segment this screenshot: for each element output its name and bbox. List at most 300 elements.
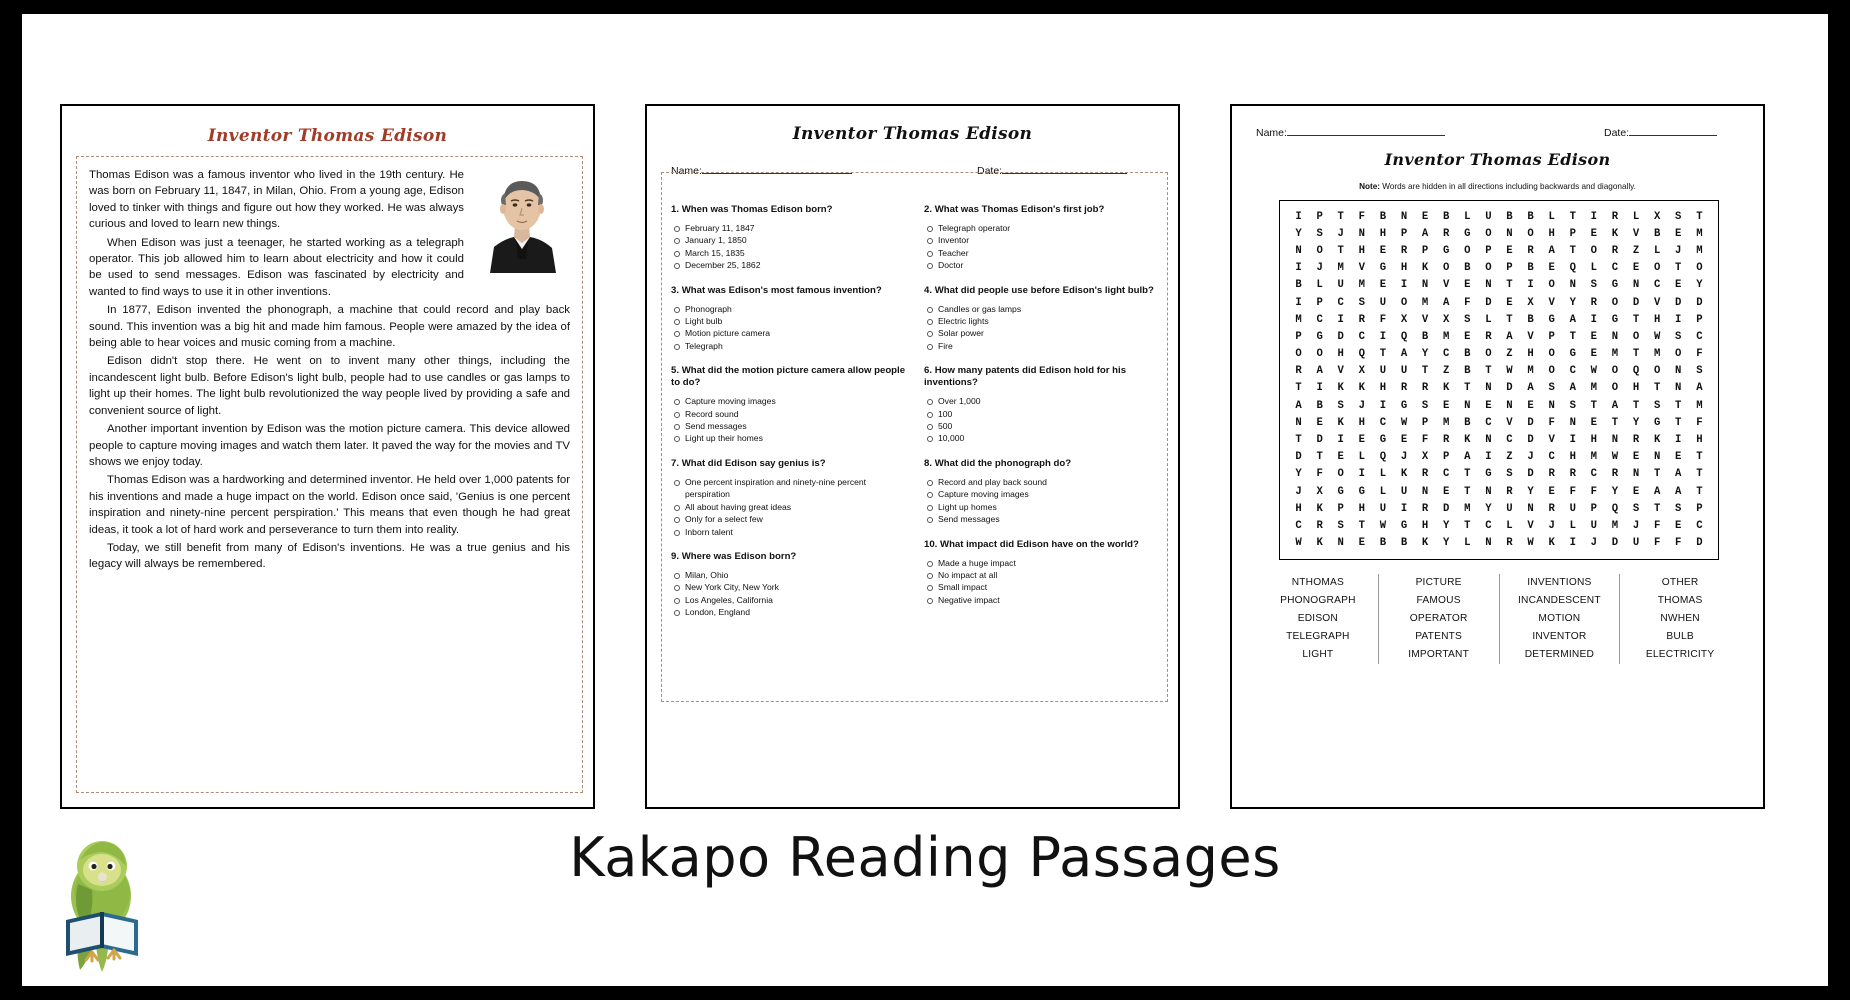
wordsearch-cell[interactable]: D bbox=[1485, 296, 1492, 309]
wordsearch-cell[interactable]: I bbox=[1337, 313, 1344, 326]
wordsearch-cell[interactable]: T bbox=[1696, 210, 1703, 223]
wordsearch-cell[interactable]: B bbox=[1379, 537, 1387, 550]
wordsearch-cell[interactable]: S bbox=[1464, 313, 1471, 326]
wordsearch-cell[interactable]: C bbox=[1506, 434, 1513, 447]
wordsearch-cell[interactable]: D bbox=[1675, 296, 1682, 309]
wordsearch-cell[interactable]: S bbox=[1675, 502, 1682, 515]
wordsearch-cell[interactable]: P bbox=[1569, 227, 1576, 240]
wordsearch-cell[interactable]: E bbox=[1379, 244, 1387, 257]
wordsearch-cell[interactable]: E bbox=[1632, 262, 1640, 275]
wordsearch-cell[interactable]: R bbox=[1632, 434, 1640, 447]
wordsearch-cell[interactable]: E bbox=[1443, 485, 1450, 498]
wordsearch-cell[interactable]: T bbox=[1569, 244, 1576, 257]
wordsearch-cell[interactable]: H bbox=[1569, 451, 1576, 464]
wordsearch-cell[interactable]: E bbox=[1590, 416, 1598, 429]
wordsearch-cell[interactable]: T bbox=[1569, 330, 1576, 343]
wordsearch-cell[interactable]: N bbox=[1527, 502, 1534, 515]
wordsearch-cell[interactable]: I bbox=[1675, 434, 1682, 447]
wordsearch-cell[interactable]: T bbox=[1675, 416, 1682, 429]
wordsearch-cell[interactable]: F bbox=[1569, 485, 1576, 498]
wordsearch-cell[interactable]: T bbox=[1464, 485, 1471, 498]
wordsearch-cell[interactable]: E bbox=[1400, 434, 1408, 447]
wordsearch-cell[interactable]: U bbox=[1400, 485, 1408, 498]
wordsearch-cell[interactable]: J bbox=[1590, 537, 1598, 550]
wordsearch-cell[interactable]: V bbox=[1527, 330, 1534, 343]
wordsearch-cell[interactable]: J bbox=[1316, 262, 1323, 275]
wordsearch-cell[interactable]: Q bbox=[1400, 330, 1408, 343]
wordsearch-cell[interactable]: N bbox=[1506, 399, 1513, 412]
wordsearch-cell[interactable]: H bbox=[1358, 244, 1365, 257]
wordsearch-cell[interactable]: B bbox=[1464, 416, 1471, 429]
wordsearch-cell[interactable]: R bbox=[1443, 227, 1450, 240]
wordsearch-cell[interactable]: D bbox=[1696, 296, 1703, 309]
wordsearch-cell[interactable]: L bbox=[1506, 519, 1513, 532]
wordsearch-cell[interactable]: P bbox=[1506, 262, 1513, 275]
wordsearch-cell[interactable]: R bbox=[1527, 244, 1534, 257]
wordsearch-cell[interactable]: L bbox=[1485, 313, 1492, 326]
wordsearch-cell[interactable]: E bbox=[1379, 279, 1387, 292]
wordsearch-cell[interactable]: G bbox=[1316, 330, 1323, 343]
wordsearch-cell[interactable]: R bbox=[1400, 244, 1408, 257]
wordsearch-cell[interactable]: E bbox=[1485, 399, 1492, 412]
wordsearch-cell[interactable]: L bbox=[1653, 244, 1661, 257]
wordsearch-cell[interactable]: C bbox=[1295, 519, 1302, 532]
wordsearch-cell[interactable]: L bbox=[1590, 262, 1598, 275]
wordsearch-cell[interactable]: H bbox=[1379, 382, 1387, 395]
wordsearch-cell[interactable]: X bbox=[1653, 210, 1661, 223]
wordsearch-cell[interactable]: N bbox=[1569, 416, 1576, 429]
wordsearch-cell[interactable]: S bbox=[1590, 279, 1598, 292]
wordsearch-cell[interactable]: U bbox=[1400, 365, 1408, 378]
wordsearch-cell[interactable]: P bbox=[1316, 210, 1323, 223]
wordsearch-cell[interactable]: E bbox=[1632, 451, 1640, 464]
wordsearch-cell[interactable]: C bbox=[1548, 451, 1555, 464]
wordsearch-cell[interactable]: D bbox=[1506, 382, 1513, 395]
wordsearch-cell[interactable]: C bbox=[1611, 262, 1619, 275]
wordsearch-cell[interactable]: X bbox=[1316, 485, 1323, 498]
wordsearch-cell[interactable]: S bbox=[1548, 382, 1555, 395]
wordsearch-cell[interactable]: W bbox=[1611, 451, 1619, 464]
wordsearch-cell[interactable]: K bbox=[1337, 416, 1344, 429]
wordsearch-cell[interactable]: X bbox=[1400, 313, 1408, 326]
wordsearch-cell[interactable]: Z bbox=[1506, 348, 1513, 361]
wordsearch-cell[interactable]: H bbox=[1590, 434, 1598, 447]
wordsearch-cell[interactable]: G bbox=[1548, 313, 1555, 326]
wordsearch-cell[interactable]: B bbox=[1400, 537, 1408, 550]
wordsearch-cell[interactable]: S bbox=[1358, 296, 1365, 309]
wordsearch-cell[interactable]: A bbox=[1696, 382, 1703, 395]
wordsearch-cell[interactable]: T bbox=[1485, 365, 1492, 378]
wordsearch-cell[interactable]: H bbox=[1548, 227, 1555, 240]
wordsearch-cell[interactable]: N bbox=[1485, 382, 1492, 395]
wordsearch-cell[interactable]: E bbox=[1590, 330, 1598, 343]
wordsearch-cell[interactable]: T bbox=[1675, 399, 1682, 412]
wordsearch-cell[interactable]: O bbox=[1316, 244, 1323, 257]
wordsearch-cell[interactable]: E bbox=[1506, 296, 1513, 309]
wordsearch-cell[interactable]: M bbox=[1443, 416, 1450, 429]
wordsearch-cell[interactable]: A bbox=[1653, 485, 1661, 498]
name-input-line[interactable] bbox=[1287, 124, 1445, 136]
wordsearch-cell[interactable]: U bbox=[1379, 502, 1387, 515]
wordsearch-cell[interactable]: N bbox=[1611, 330, 1619, 343]
wordsearch-cell[interactable]: M bbox=[1295, 313, 1302, 326]
wordsearch-cell[interactable]: E bbox=[1464, 330, 1471, 343]
question-option[interactable]: Fire bbox=[924, 340, 1159, 352]
question-option[interactable]: Capture moving images bbox=[924, 488, 1159, 500]
wordsearch-cell[interactable]: T bbox=[1569, 210, 1576, 223]
wordsearch-cell[interactable]: R bbox=[1295, 365, 1302, 378]
wordsearch-cell[interactable]: R bbox=[1569, 468, 1576, 481]
wordsearch-cell[interactable]: Z bbox=[1632, 244, 1640, 257]
date-input-line[interactable] bbox=[1629, 124, 1717, 136]
wordsearch-cell[interactable]: R bbox=[1421, 502, 1429, 515]
question-option[interactable]: Light up homes bbox=[924, 501, 1159, 513]
wordsearch-cell[interactable]: Y bbox=[1632, 416, 1640, 429]
wordsearch-cell[interactable]: C bbox=[1443, 348, 1450, 361]
wordsearch-cell[interactable]: I bbox=[1569, 537, 1576, 550]
wordsearch-cell[interactable]: Q bbox=[1611, 502, 1619, 515]
question-option[interactable]: One percent inspiration and ninety-nine percent perspiration bbox=[671, 476, 906, 501]
wordsearch-cell[interactable]: I bbox=[1316, 382, 1323, 395]
wordsearch-cell[interactable]: G bbox=[1379, 434, 1387, 447]
wordsearch-cell[interactable]: N bbox=[1421, 279, 1429, 292]
wordsearch-cell[interactable]: H bbox=[1295, 502, 1302, 515]
wordsearch-cell[interactable]: O bbox=[1653, 262, 1661, 275]
wordsearch-grid[interactable] bbox=[1279, 200, 1719, 560]
wordsearch-cell[interactable]: R bbox=[1506, 485, 1513, 498]
wordsearch-cell[interactable]: F bbox=[1358, 210, 1365, 223]
wordsearch-cell[interactable]: D bbox=[1337, 330, 1344, 343]
wordsearch-cell[interactable]: X bbox=[1421, 451, 1429, 464]
wordsearch-cell[interactable]: P bbox=[1316, 296, 1323, 309]
question-option[interactable]: Electric lights bbox=[924, 315, 1159, 327]
wordsearch-cell[interactable]: Q bbox=[1569, 262, 1576, 275]
wordsearch-cell[interactable]: J bbox=[1400, 451, 1408, 464]
name-field-wordsearch[interactable] bbox=[1256, 124, 1445, 139]
wordsearch-cell[interactable]: I bbox=[1379, 330, 1387, 343]
wordsearch-cell[interactable]: Q bbox=[1632, 365, 1640, 378]
wordsearch-cell[interactable]: A bbox=[1611, 399, 1619, 412]
wordsearch-cell[interactable]: T bbox=[1464, 519, 1471, 532]
wordsearch-cell[interactable]: K bbox=[1358, 382, 1365, 395]
question-option[interactable]: Record sound bbox=[671, 408, 906, 420]
wordsearch-cell[interactable]: G bbox=[1653, 416, 1661, 429]
wordsearch-cell[interactable]: A bbox=[1316, 365, 1323, 378]
wordsearch-cell[interactable]: A bbox=[1548, 244, 1555, 257]
wordsearch-cell[interactable]: V bbox=[1548, 434, 1555, 447]
wordsearch-cell[interactable]: O bbox=[1485, 262, 1492, 275]
wordsearch-cell[interactable]: Y bbox=[1295, 468, 1302, 481]
wordsearch-cell[interactable]: P bbox=[1548, 330, 1555, 343]
wordsearch-cell[interactable]: K bbox=[1316, 502, 1323, 515]
question-option[interactable]: Telegraph bbox=[671, 340, 906, 352]
wordsearch-cell[interactable]: K bbox=[1443, 382, 1450, 395]
wordsearch-cell[interactable]: R bbox=[1590, 296, 1598, 309]
wordsearch-cell[interactable]: O bbox=[1295, 348, 1302, 361]
wordsearch-cell[interactable]: V bbox=[1443, 279, 1450, 292]
wordsearch-cell[interactable]: U bbox=[1569, 502, 1576, 515]
wordsearch-cell[interactable]: B bbox=[1379, 210, 1387, 223]
wordsearch-cell[interactable]: U bbox=[1379, 365, 1387, 378]
wordsearch-cell[interactable]: D bbox=[1443, 502, 1450, 515]
wordsearch-cell[interactable]: D bbox=[1527, 468, 1534, 481]
wordsearch-cell[interactable]: N bbox=[1675, 365, 1682, 378]
wordsearch-cell[interactable]: I bbox=[1295, 296, 1302, 309]
wordsearch-cell[interactable]: N bbox=[1464, 399, 1471, 412]
wordsearch-cell[interactable]: S bbox=[1337, 399, 1344, 412]
wordsearch-cell[interactable]: Z bbox=[1506, 451, 1513, 464]
wordsearch-cell[interactable]: F bbox=[1548, 416, 1555, 429]
wordsearch-cell[interactable]: N bbox=[1485, 279, 1492, 292]
wordsearch-cell[interactable]: E bbox=[1590, 348, 1598, 361]
wordsearch-cell[interactable]: Y bbox=[1443, 519, 1450, 532]
wordsearch-cell[interactable]: T bbox=[1653, 502, 1661, 515]
wordsearch-cell[interactable]: O bbox=[1443, 262, 1450, 275]
wordsearch-grid-table[interactable] bbox=[1288, 208, 1710, 552]
wordsearch-cell[interactable]: R bbox=[1548, 502, 1555, 515]
wordsearch-cell[interactable]: F bbox=[1675, 537, 1682, 550]
wordsearch-cell[interactable]: I bbox=[1358, 468, 1365, 481]
wordsearch-cell[interactable]: P bbox=[1696, 502, 1703, 515]
wordsearch-cell[interactable]: L bbox=[1464, 210, 1471, 223]
wordsearch-cell[interactable]: O bbox=[1653, 365, 1661, 378]
wordsearch-cell[interactable]: A bbox=[1675, 485, 1682, 498]
wordsearch-cell[interactable]: F bbox=[1696, 348, 1703, 361]
wordsearch-cell[interactable]: F bbox=[1590, 485, 1598, 498]
wordsearch-cell[interactable]: O bbox=[1611, 296, 1619, 309]
wordsearch-cell[interactable]: T bbox=[1632, 313, 1640, 326]
question-option[interactable]: Candles or gas lamps bbox=[924, 303, 1159, 315]
question-option[interactable]: Teacher bbox=[924, 247, 1159, 259]
wordsearch-cell[interactable]: V bbox=[1358, 262, 1365, 275]
wordsearch-cell[interactable]: T bbox=[1464, 382, 1471, 395]
wordsearch-cell[interactable]: A bbox=[1569, 313, 1576, 326]
wordsearch-cell[interactable]: D bbox=[1527, 416, 1534, 429]
wordsearch-cell[interactable]: O bbox=[1611, 382, 1619, 395]
question-option[interactable]: London, England bbox=[671, 606, 906, 618]
wordsearch-cell[interactable]: U bbox=[1485, 210, 1492, 223]
wordsearch-cell[interactable]: X bbox=[1443, 313, 1450, 326]
wordsearch-cell[interactable]: S bbox=[1675, 210, 1682, 223]
wordsearch-cell[interactable]: N bbox=[1632, 279, 1640, 292]
wordsearch-cell[interactable]: B bbox=[1653, 227, 1661, 240]
wordsearch-cell[interactable]: T bbox=[1632, 348, 1640, 361]
wordsearch-cell[interactable]: R bbox=[1611, 468, 1619, 481]
question-option[interactable]: 10,000 bbox=[924, 432, 1159, 444]
wordsearch-cell[interactable]: C bbox=[1590, 468, 1598, 481]
wordsearch-cell[interactable]: W bbox=[1379, 519, 1387, 532]
wordsearch-cell[interactable]: E bbox=[1337, 451, 1344, 464]
wordsearch-cell[interactable]: E bbox=[1464, 279, 1471, 292]
wordsearch-cell[interactable]: P bbox=[1696, 313, 1703, 326]
wordsearch-cell[interactable]: G bbox=[1611, 279, 1619, 292]
wordsearch-cell[interactable]: F bbox=[1653, 519, 1661, 532]
wordsearch-cell[interactable]: H bbox=[1337, 348, 1344, 361]
wordsearch-cell[interactable]: P bbox=[1590, 502, 1598, 515]
wordsearch-cell[interactable]: V bbox=[1506, 416, 1513, 429]
wordsearch-cell[interactable]: N bbox=[1485, 485, 1492, 498]
wordsearch-cell[interactable]: J bbox=[1295, 485, 1302, 498]
question-option[interactable]: March 15, 1835 bbox=[671, 247, 906, 259]
wordsearch-cell[interactable]: O bbox=[1632, 330, 1640, 343]
wordsearch-cell[interactable]: O bbox=[1611, 365, 1619, 378]
wordsearch-cell[interactable]: S bbox=[1696, 365, 1703, 378]
wordsearch-cell[interactable]: C bbox=[1379, 416, 1387, 429]
wordsearch-cell[interactable]: H bbox=[1421, 519, 1429, 532]
wordsearch-cell[interactable]: S bbox=[1337, 519, 1344, 532]
wordsearch-cell[interactable]: H bbox=[1379, 227, 1387, 240]
wordsearch-cell[interactable]: Y bbox=[1421, 348, 1429, 361]
wordsearch-cell[interactable]: X bbox=[1527, 296, 1534, 309]
wordsearch-cell[interactable]: O bbox=[1400, 296, 1408, 309]
wordsearch-cell[interactable]: N bbox=[1632, 468, 1640, 481]
wordsearch-cell[interactable]: S bbox=[1421, 399, 1429, 412]
wordsearch-cell[interactable]: I bbox=[1569, 434, 1576, 447]
wordsearch-cell[interactable]: K bbox=[1464, 434, 1471, 447]
wordsearch-cell[interactable]: V bbox=[1337, 365, 1344, 378]
wordsearch-cell[interactable]: U bbox=[1632, 537, 1640, 550]
wordsearch-cell[interactable]: B bbox=[1464, 348, 1471, 361]
wordsearch-cell[interactable]: I bbox=[1590, 313, 1598, 326]
wordsearch-cell[interactable]: G bbox=[1379, 262, 1387, 275]
wordsearch-cell[interactable]: O bbox=[1527, 227, 1534, 240]
wordsearch-cell[interactable]: T bbox=[1506, 279, 1513, 292]
wordsearch-cell[interactable]: A bbox=[1295, 399, 1302, 412]
wordsearch-cell[interactable]: O bbox=[1548, 348, 1555, 361]
wordsearch-cell[interactable]: G bbox=[1400, 519, 1408, 532]
wordsearch-cell[interactable]: E bbox=[1675, 451, 1682, 464]
wordsearch-cell[interactable]: O bbox=[1675, 348, 1682, 361]
wordsearch-cell[interactable]: G bbox=[1611, 313, 1619, 326]
wordsearch-cell[interactable]: B bbox=[1421, 330, 1429, 343]
wordsearch-cell[interactable]: U bbox=[1379, 296, 1387, 309]
wordsearch-cell[interactable]: O bbox=[1548, 279, 1555, 292]
question-option[interactable]: Small impact bbox=[924, 581, 1159, 593]
question-option[interactable]: Made a huge impact bbox=[924, 557, 1159, 569]
wordsearch-cell[interactable]: H bbox=[1400, 262, 1408, 275]
wordsearch-cell[interactable]: D bbox=[1632, 296, 1640, 309]
wordsearch-cell[interactable]: P bbox=[1421, 416, 1429, 429]
wordsearch-cell[interactable]: M bbox=[1337, 262, 1344, 275]
wordsearch-cell[interactable]: N bbox=[1506, 227, 1513, 240]
wordsearch-cell[interactable]: L bbox=[1464, 537, 1471, 550]
wordsearch-cell[interactable]: Y bbox=[1485, 502, 1492, 515]
wordsearch-cell[interactable]: R bbox=[1421, 468, 1429, 481]
wordsearch-cell[interactable]: V bbox=[1653, 296, 1661, 309]
wordsearch-cell[interactable]: E bbox=[1632, 485, 1640, 498]
wordsearch-cell[interactable]: M bbox=[1696, 227, 1703, 240]
wordsearch-cell[interactable]: A bbox=[1421, 227, 1429, 240]
wordsearch-cell[interactable]: H bbox=[1527, 348, 1534, 361]
wordsearch-cell[interactable]: T bbox=[1611, 416, 1619, 429]
question-option[interactable]: Send messages bbox=[671, 420, 906, 432]
wordsearch-cell[interactable]: E bbox=[1548, 485, 1555, 498]
wordsearch-cell[interactable]: O bbox=[1590, 244, 1598, 257]
wordsearch-cell[interactable]: M bbox=[1464, 502, 1471, 515]
question-option[interactable]: December 25, 1862 bbox=[671, 259, 906, 271]
wordsearch-cell[interactable]: S bbox=[1506, 468, 1513, 481]
wordsearch-cell[interactable]: N bbox=[1337, 537, 1344, 550]
wordsearch-cell[interactable]: E bbox=[1316, 416, 1323, 429]
wordsearch-cell[interactable]: D bbox=[1295, 451, 1302, 464]
wordsearch-cell[interactable]: W bbox=[1653, 330, 1661, 343]
question-option[interactable]: Inborn talent bbox=[671, 526, 906, 538]
wordsearch-cell[interactable]: N bbox=[1653, 451, 1661, 464]
wordsearch-cell[interactable]: U bbox=[1590, 519, 1598, 532]
wordsearch-cell[interactable]: I bbox=[1337, 434, 1344, 447]
question-option[interactable]: February 11, 1847 bbox=[671, 222, 906, 234]
wordsearch-cell[interactable]: F bbox=[1464, 296, 1471, 309]
question-option[interactable]: Light up their homes bbox=[671, 432, 906, 444]
wordsearch-cell[interactable]: P bbox=[1421, 244, 1429, 257]
question-option[interactable]: Light bulb bbox=[671, 315, 906, 327]
wordsearch-cell[interactable]: N bbox=[1295, 416, 1302, 429]
wordsearch-cell[interactable]: B bbox=[1464, 262, 1471, 275]
wordsearch-cell[interactable]: E bbox=[1548, 262, 1555, 275]
wordsearch-cell[interactable]: M bbox=[1653, 348, 1661, 361]
wordsearch-cell[interactable]: R bbox=[1400, 382, 1408, 395]
wordsearch-cell[interactable]: A bbox=[1506, 330, 1513, 343]
wordsearch-cell[interactable]: F bbox=[1696, 416, 1703, 429]
question-option[interactable]: Doctor bbox=[924, 259, 1159, 271]
wordsearch-cell[interactable]: M bbox=[1590, 451, 1598, 464]
wordsearch-cell[interactable]: E bbox=[1675, 227, 1682, 240]
wordsearch-cell[interactable]: L bbox=[1569, 519, 1576, 532]
wordsearch-cell[interactable]: F bbox=[1379, 313, 1387, 326]
wordsearch-cell[interactable]: N bbox=[1295, 244, 1302, 257]
question-option[interactable]: Over 1,000 bbox=[924, 395, 1159, 407]
wordsearch-cell[interactable]: P bbox=[1295, 330, 1302, 343]
wordsearch-cell[interactable]: T bbox=[1696, 468, 1703, 481]
wordsearch-cell[interactable]: M bbox=[1443, 330, 1450, 343]
wordsearch-cell[interactable]: I bbox=[1527, 279, 1534, 292]
wordsearch-cell[interactable]: B bbox=[1443, 210, 1450, 223]
wordsearch-cell[interactable]: H bbox=[1696, 434, 1703, 447]
question-option[interactable]: Only for a select few bbox=[671, 513, 906, 525]
wordsearch-cell[interactable]: Y bbox=[1696, 279, 1703, 292]
wordsearch-cell[interactable]: I bbox=[1400, 279, 1408, 292]
wordsearch-cell[interactable]: A bbox=[1400, 348, 1408, 361]
wordsearch-cell[interactable]: W bbox=[1527, 537, 1534, 550]
wordsearch-cell[interactable]: T bbox=[1379, 348, 1387, 361]
wordsearch-cell[interactable]: M bbox=[1611, 348, 1619, 361]
wordsearch-cell[interactable]: P bbox=[1443, 451, 1450, 464]
wordsearch-cell[interactable]: H bbox=[1358, 416, 1365, 429]
wordsearch-cell[interactable]: I bbox=[1590, 210, 1598, 223]
wordsearch-cell[interactable]: Y bbox=[1611, 485, 1619, 498]
wordsearch-cell[interactable]: M bbox=[1696, 244, 1703, 257]
wordsearch-cell[interactable]: O bbox=[1464, 244, 1471, 257]
wordsearch-cell[interactable]: J bbox=[1632, 519, 1640, 532]
wordsearch-cell[interactable]: G bbox=[1464, 227, 1471, 240]
wordsearch-cell[interactable]: E bbox=[1590, 227, 1598, 240]
wordsearch-cell[interactable]: R bbox=[1443, 434, 1450, 447]
wordsearch-cell[interactable]: R bbox=[1316, 519, 1323, 532]
wordsearch-cell[interactable]: K bbox=[1653, 434, 1661, 447]
wordsearch-cell[interactable]: G bbox=[1485, 468, 1492, 481]
wordsearch-cell[interactable]: J bbox=[1548, 519, 1555, 532]
wordsearch-cell[interactable]: C bbox=[1653, 279, 1661, 292]
question-option[interactable]: Motion picture camera bbox=[671, 327, 906, 339]
wordsearch-cell[interactable]: N bbox=[1569, 279, 1576, 292]
wordsearch-cell[interactable]: T bbox=[1632, 399, 1640, 412]
wordsearch-cell[interactable]: M bbox=[1590, 382, 1598, 395]
wordsearch-cell[interactable]: T bbox=[1506, 313, 1513, 326]
wordsearch-cell[interactable]: T bbox=[1295, 434, 1302, 447]
wordsearch-cell[interactable]: P bbox=[1337, 502, 1344, 515]
wordsearch-cell[interactable]: C bbox=[1696, 519, 1703, 532]
wordsearch-cell[interactable]: T bbox=[1337, 210, 1344, 223]
